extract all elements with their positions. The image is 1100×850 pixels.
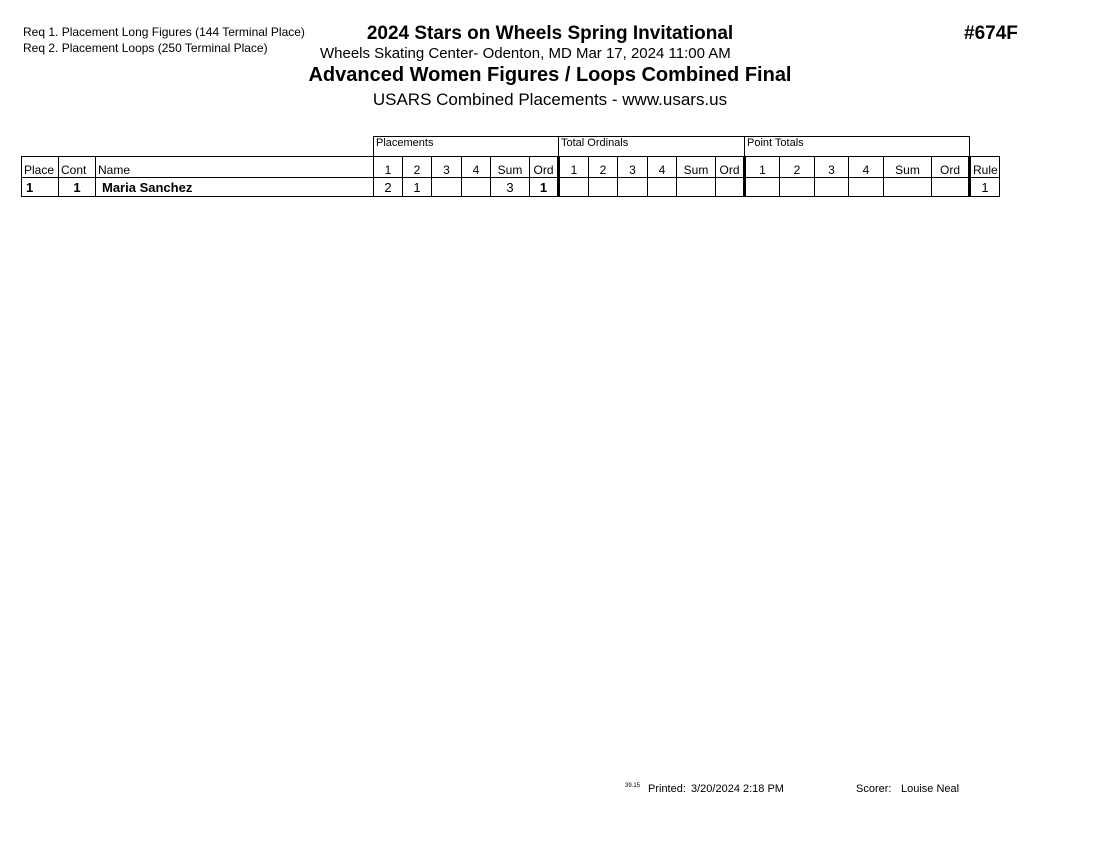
cell-points-ord [932, 178, 970, 197]
group-header-row [22, 137, 1000, 157]
cell-place: 1 [22, 178, 59, 197]
cell-cont: 1 [59, 178, 96, 197]
col-points-4: 4 [849, 157, 884, 178]
cell-placement-ord: 1 [530, 178, 559, 197]
scorer-value: Louise Neal [901, 783, 960, 795]
event-number: #674F [964, 23, 1018, 44]
event-title: Advanced Women Figures / Loops Combined Final [308, 64, 792, 86]
col-points-2: 2 [780, 157, 815, 178]
col-ordinal-2: 2 [589, 157, 618, 178]
col-points-3: 3 [815, 157, 849, 178]
group-placements: Placements [374, 137, 559, 157]
col-placement-ord: Ord [530, 157, 559, 178]
cell-placement-2: 1 [403, 178, 432, 197]
placements-method: USARS Combined Placements - www.usars.us [372, 90, 728, 109]
col-placement-sum: Sum [491, 157, 530, 178]
cell-ordinal-2 [589, 178, 618, 197]
col-placement-1: 1 [374, 157, 403, 178]
cell-placement-4 [462, 178, 491, 197]
cell-placement-1: 2 [374, 178, 403, 197]
cell-name: Maria Sanchez [96, 178, 374, 197]
col-points-sum: Sum [884, 157, 932, 178]
cell-ordinal-ord [716, 178, 745, 197]
col-ordinal-1: 1 [559, 157, 589, 178]
cell-ordinal-3 [618, 178, 648, 197]
printed-label: Printed: [648, 783, 686, 795]
col-ordinal-4: 4 [648, 157, 677, 178]
col-points-1: 1 [745, 157, 780, 178]
cell-ordinal-4 [648, 178, 677, 197]
group-point-totals: Point Totals [745, 137, 970, 157]
cell-points-sum [884, 178, 932, 197]
col-ordinal-ord: Ord [716, 157, 745, 178]
col-ordinal-sum: Sum [677, 157, 716, 178]
cell-ordinal-1 [559, 178, 589, 197]
col-place: Place [22, 157, 59, 178]
cell-placement-sum: 3 [491, 178, 530, 197]
footer-version: 39.15 [625, 783, 641, 789]
cell-ordinal-sum [677, 178, 716, 197]
table-row [22, 178, 1000, 197]
cell-points-4 [849, 178, 884, 197]
requirement-2: Req 2. Placement Loops (250 Terminal Place) [23, 41, 268, 55]
results-table [21, 136, 1000, 197]
col-placement-3: 3 [432, 157, 462, 178]
col-cont: Cont [59, 157, 96, 178]
requirement-1: Req 1. Placement Long Figures (144 Terminal Place) [23, 25, 305, 39]
column-header-row [22, 157, 1000, 178]
col-points-ord: Ord [932, 157, 970, 178]
col-name: Name [96, 157, 374, 178]
cell-points-2 [780, 178, 815, 197]
scorer-label: Scorer: [856, 783, 892, 795]
competition-title: 2024 Stars on Wheels Spring Invitational [366, 23, 734, 44]
venue-date: Wheels Skating Center- Odenton, MD Mar 17, 2024 11:00 AM [320, 45, 731, 62]
group-total-ordinals: Total Ordinals [559, 137, 745, 157]
col-ordinal-3: 3 [618, 157, 648, 178]
cell-points-3 [815, 178, 849, 197]
cell-placement-3 [432, 178, 462, 197]
cell-points-1 [745, 178, 780, 197]
col-rule: Rule [970, 157, 1000, 178]
cell-rule: 1 [970, 178, 1000, 197]
col-placement-4: 4 [462, 157, 491, 178]
col-placement-2: 2 [403, 157, 432, 178]
printed-value: 3/20/2024 2:18 PM [691, 783, 784, 795]
